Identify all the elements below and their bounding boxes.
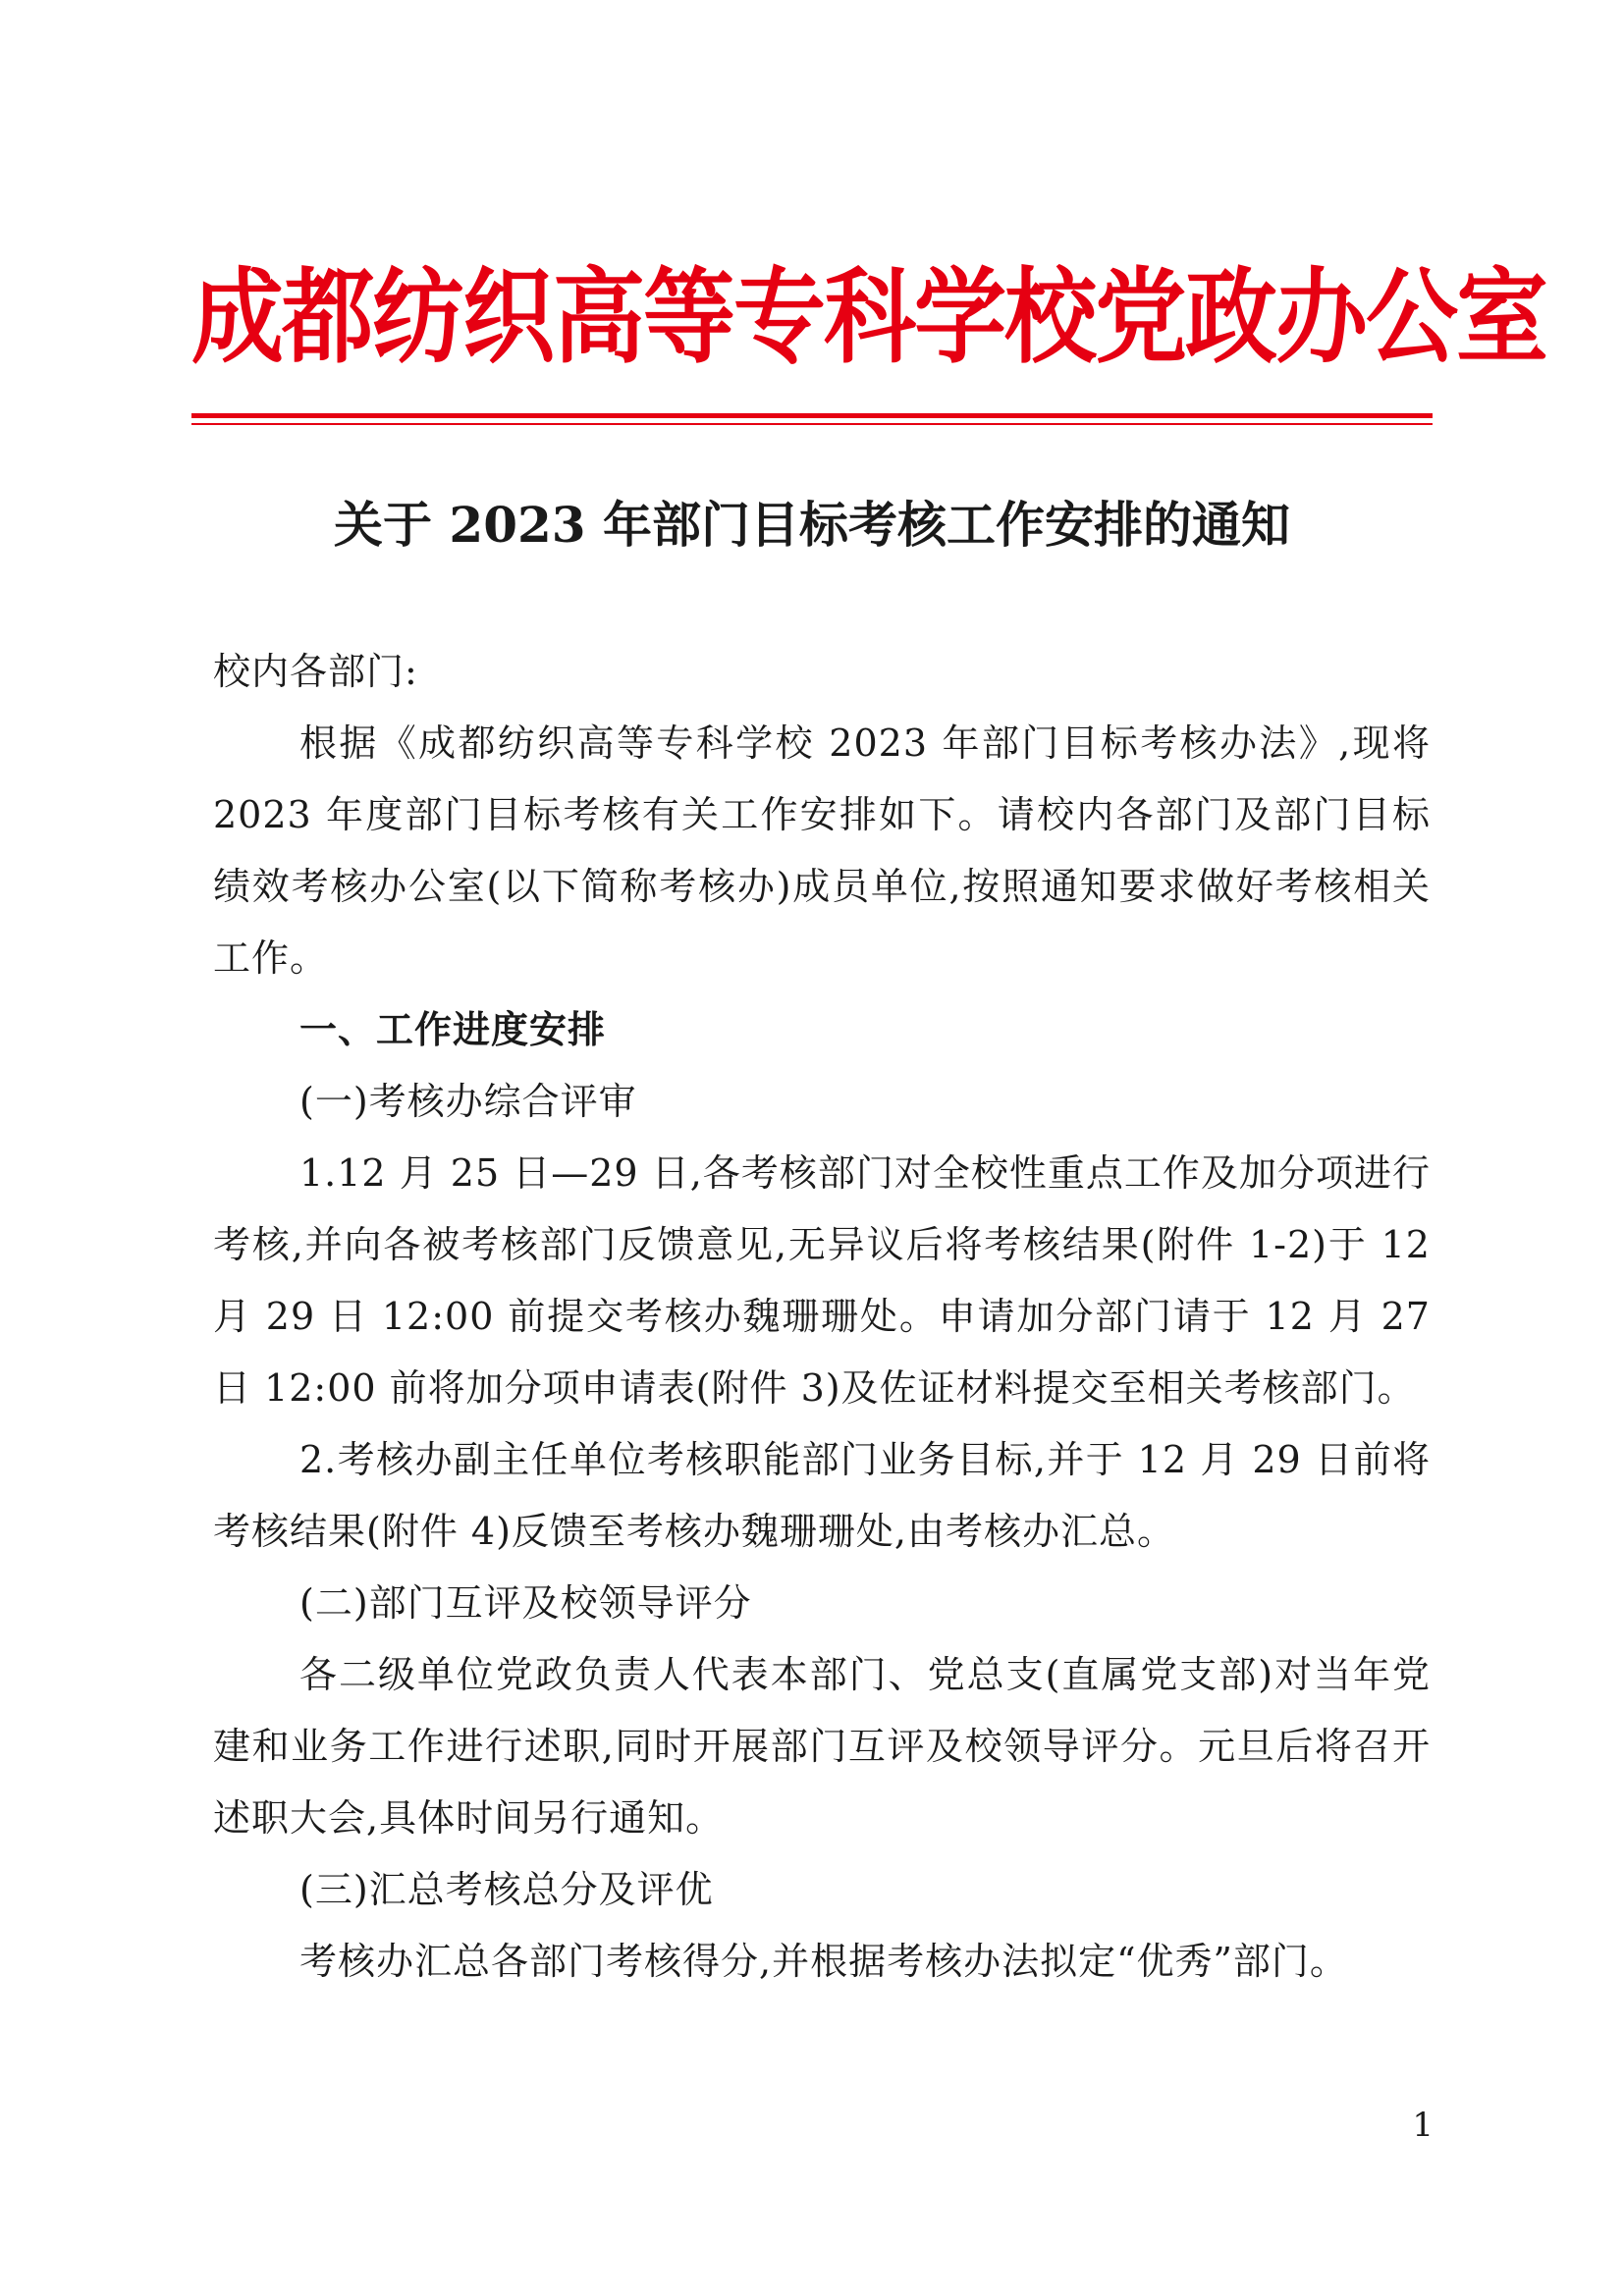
subsection-heading-2: (二)部门互评及校领导评分: [299, 1581, 752, 1625]
issuer-header: 成都纺织高等专科学校党政办公室: [191, 258, 1547, 379]
intro-paragraph: 根据《成都纺织高等专科学校 2023 年部门目标考核办法》,现将 2023 年度部门目标考核有关工作安排如下。请校内各部门及部门目标绩效考核办公室(以下简称考核办)成员单位,按照通知要求做好考核相关工作。: [213, 721, 1431, 980]
red-divider-thick: [191, 413, 1433, 418]
section-heading-1: 一、工作进度安排: [299, 1008, 607, 1051]
subsection-2-paragraph: 各二级单位党政负责人代表本部门、党总支(直属党支部)对当年党建和业务工作进行述职,同时开展部门互评及校领导评分。元旦后将召开述职大会,具体时间另行通知。: [213, 1653, 1431, 1840]
document-body: [213, 636, 1431, 1998]
subsection-3-paragraph: 考核办汇总各部门考核得分,并根据考核办法拟定“优秀”部门。: [299, 1940, 1348, 1983]
subsection-1-item-2: 2.考核办副主任单位考核职能部门业务目标,并于 12 月 29 日前将考核结果(附件 4)反馈至考核办魏珊珊处,由考核办汇总。: [213, 1438, 1431, 1553]
red-divider-thin: [191, 423, 1433, 425]
salutation: 校内各部门:: [213, 650, 418, 693]
page-number: 1: [1412, 2106, 1434, 2145]
subsection-heading-1: (一)考核办综合评审: [299, 1080, 637, 1123]
subsection-heading-3: (三)汇总考核总分及评优: [299, 1868, 714, 1911]
subsection-1-item-1: 1.12 月 25 日—29 日,各考核部门对全校性重点工作及加分项进行考核,并向各被考核部门反馈意见,无异议后将考核结果(附件 1-2)于 12 月 29 日 12:00 前提交考核办魏珊珊处。申请加分部门请于 12 月 27 日 12:00 前将加分项申请表(附件 3)及佐证材料提交至相关考核部门。: [213, 1151, 1431, 1410]
document-title: 关于 2023 年部门目标考核工作安排的通知: [334, 496, 1290, 554]
